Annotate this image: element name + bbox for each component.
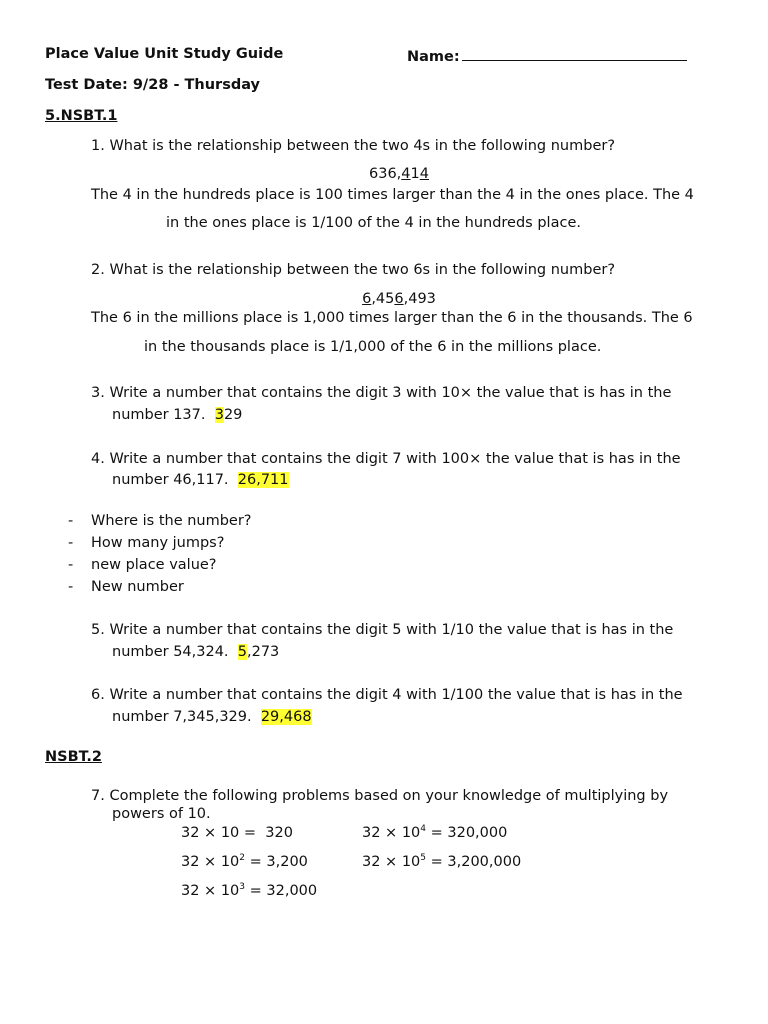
question-4-text: number 46,117. (112, 472, 229, 488)
step-item (68, 535, 225, 551)
question-2-prompt: 2. What is the relationship between the two 6s in the following number? (91, 262, 616, 278)
question-1-answer-line-2: in the ones place is 1/100 of the 4 in the hundreds place. (166, 215, 581, 231)
answer-rest: ,273 (247, 644, 280, 660)
question-1-prompt: 1. What is the relationship between the two 4s in the following number? (91, 138, 616, 154)
name-field (407, 46, 687, 65)
underlined-digit: 4 (419, 166, 429, 182)
number-part: 1 (410, 166, 420, 182)
problem-answer: = 320 (243, 825, 293, 841)
question-6-line-2 (112, 709, 312, 725)
underlined-digit: 6 (362, 291, 372, 307)
question-3-line-1: 3. Write a number that contains the digit 3 with 10× the value that is has in the (91, 385, 672, 401)
bullet-dash: - (68, 535, 74, 551)
exponent: 2 (239, 853, 246, 864)
number-part: ,493 (403, 291, 436, 307)
math-problem (181, 825, 293, 841)
step-item (68, 579, 184, 595)
question-4-line-1: 4. Write a number that contains the digit 7 with 100× the value that is has in the (91, 451, 681, 467)
exponent: 5 (420, 853, 427, 864)
question-2-answer-line-1: The 6 in the millions place is 1,000 times larger than the 6 in the thousands. The 6 (91, 310, 693, 326)
bullet-dash: - (68, 557, 74, 573)
answer-highlight: 26,711 (237, 472, 289, 488)
number-part: ,45 (371, 291, 395, 307)
name-blank-line (462, 46, 687, 61)
problem-answer: = 3,200 (245, 854, 308, 870)
answer-highlight: 29,468 (260, 709, 312, 725)
step-item (68, 557, 217, 573)
question-1-answer-line-1: The 4 in the hundreds place is 100 times larger than the 4 in the ones place. The 4 (91, 187, 694, 203)
question-4-line-2 (112, 472, 289, 488)
problem-answer: = 3,200,000 (426, 854, 522, 870)
problem-answer: = 32,000 (245, 883, 318, 899)
question-6-text: number 7,345,329. (112, 709, 252, 725)
question-5-line-2 (112, 644, 279, 660)
exponent: 4 (420, 824, 427, 835)
number-part: 636, (369, 166, 402, 182)
underlined-digit: 6 (394, 291, 404, 307)
problem-base: 32 × 10 (362, 825, 421, 841)
problem-base: 32 × 10 (181, 825, 240, 841)
question-5-line-1: 5. Write a number that contains the digit 5 with 1/10 the value that is has in the (91, 622, 674, 638)
math-problem (362, 825, 507, 841)
question-3-line-2 (112, 407, 242, 423)
name-label: Name: (407, 49, 460, 65)
math-problem (362, 854, 521, 870)
question-2-answer-line-2: in the thousands place is 1/1,000 of the 6 in the millions place. (144, 339, 602, 355)
problem-base: 32 × 10 (181, 883, 240, 899)
question-7-line-1: 7. Complete the following problems based on your knowledge of multiplying by (91, 788, 669, 804)
answer-rest: 29 (223, 407, 243, 423)
step-text: Where is the number? (91, 513, 252, 529)
question-3-text: number 137. (112, 407, 206, 423)
question-7-line-2: powers of 10. (112, 806, 211, 822)
question-2-number (0, 291, 768, 307)
bullet-dash: - (68, 513, 74, 529)
bullet-dash: - (68, 579, 74, 595)
step-text: New number (91, 579, 184, 595)
section-heading-nsbt2: NSBT.2 (45, 749, 102, 765)
answer-highlight: 5 (237, 644, 247, 660)
step-item (68, 513, 252, 529)
math-problem (181, 854, 308, 870)
section-heading-nsbt1: 5.NSBT.1 (45, 108, 118, 124)
question-6-line-1: 6. Write a number that contains the digit 4 with 1/100 the value that is has in the (91, 687, 683, 703)
problem-base: 32 × 10 (362, 854, 421, 870)
answer-highlight: 3 (214, 407, 224, 423)
question-5-text: number 54,324. (112, 644, 229, 660)
math-problem (181, 883, 317, 899)
problem-answer: = 320,000 (426, 825, 508, 841)
step-text: How many jumps? (91, 535, 225, 551)
document-title: Place Value Unit Study Guide (45, 46, 284, 62)
test-date: Test Date: 9/28 - Thursday (45, 77, 261, 93)
problem-base: 32 × 10 (181, 854, 240, 870)
underlined-digit: 4 (401, 166, 411, 182)
question-1-number (0, 166, 768, 182)
exponent: 3 (239, 882, 246, 893)
step-text: new place value? (91, 557, 217, 573)
